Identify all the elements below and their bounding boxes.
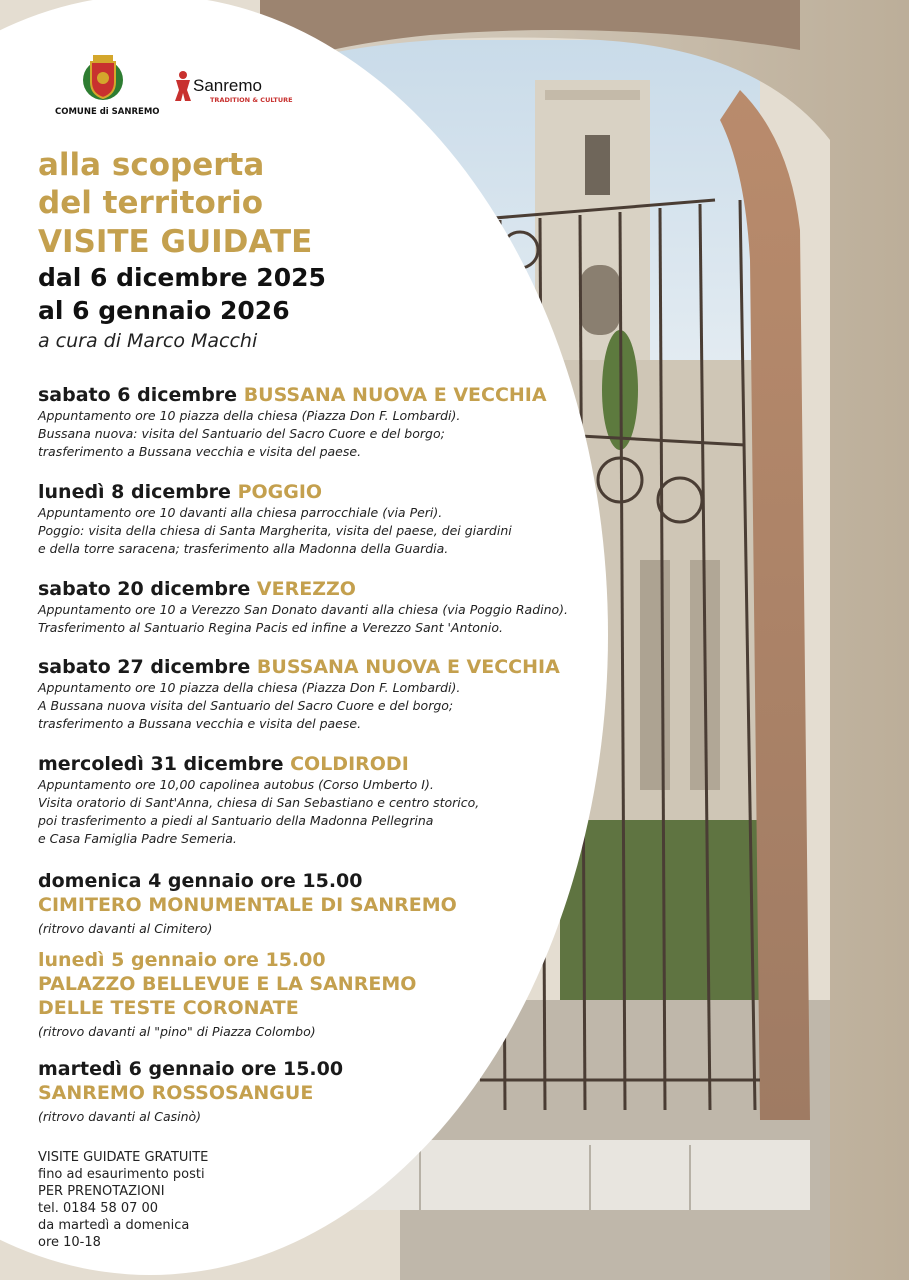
event-7 <box>38 948 416 1041</box>
event-date: sabato 27 dicembre <box>38 656 251 678</box>
sanremo-figure-icon <box>173 70 193 102</box>
footer-line: PER PRENOTAZIONI <box>38 1184 165 1199</box>
event-place: DELLE TESTE CORONATE <box>38 997 299 1019</box>
event-desc-line: e della torre saracena; trasferimento alla Madonna della Guardia. <box>38 541 449 556</box>
sanremo-logo <box>173 70 293 110</box>
event-8 <box>38 1057 343 1126</box>
event-place: POGGIO <box>237 481 323 503</box>
event-date: lunedì 5 gennaio ore 15.00 <box>38 949 326 971</box>
event-desc-line: trasferimento a Bussana vecchia e visita del paese. <box>38 716 362 731</box>
event-place: BUSSANA NUOVA E VECCHIA <box>243 384 547 406</box>
sanremo-tagline: TRADITION & CULTURE <box>210 96 293 104</box>
footer-line: ore 10-18 <box>38 1235 101 1250</box>
date-line2: al 6 gennaio 2026 <box>38 296 290 325</box>
event-note: (ritrovo davanti al "pino" di Piazza Colombo) <box>38 1024 316 1039</box>
event-date: sabato 20 dicembre <box>38 578 251 600</box>
footer-phone: tel. 0184 58 07 00 <box>38 1201 159 1216</box>
event-place: VEREZZO <box>256 578 356 600</box>
header-line2: del territorio <box>38 185 264 221</box>
event-desc-line: Appuntamento ore 10 a Verezzo San Donato davanti alla chiesa (via Poggio Radino). <box>38 602 569 617</box>
event-6 <box>38 869 457 938</box>
event-date: domenica 4 gennaio ore 15.00 <box>38 870 363 892</box>
comune-crest-icon <box>79 52 127 102</box>
event-note: (ritrovo davanti al Cimitero) <box>38 921 213 936</box>
curator: a cura di Marco Macchi <box>38 330 258 352</box>
footer-info <box>38 1149 208 1251</box>
sanremo-brand: Sanremo <box>193 76 262 95</box>
comune-logo <box>55 52 160 120</box>
event-date: lunedì 8 dicembre <box>38 481 231 503</box>
header-line3: VISITE GUIDATE <box>38 224 313 260</box>
event-3 <box>38 577 568 637</box>
event-desc-line: Appuntamento ore 10 davanti alla chiesa parrocchiale (via Peri). <box>38 505 443 520</box>
event-2 <box>38 480 512 558</box>
event-desc-line: Bussana nuova: visita del Santuario del Sacro Cuore e del borgo; <box>38 426 445 441</box>
event-desc-line: e Casa Famiglia Padre Semeria. <box>38 831 237 846</box>
event-place: PALAZZO BELLEVUE E LA SANREMO <box>38 973 417 995</box>
event-date: martedì 6 gennaio ore 15.00 <box>38 1058 344 1080</box>
event-place: SANREMO ROSSOSANGUE <box>38 1082 314 1104</box>
event-place: CIMITERO MONUMENTALE DI SANREMO <box>38 894 457 916</box>
event-place: COLDIRODI <box>290 753 409 775</box>
event-desc-line: A Bussana nuova visita del Santuario del Sacro Cuore e del borgo; <box>38 698 454 713</box>
date-line1: dal 6 dicembre 2025 <box>38 263 326 292</box>
event-desc-line: poi trasferimento a piedi al Santuario della Madonna Pellegrina <box>38 813 434 828</box>
event-desc-line: trasferimento a Bussana vecchia e visita del paese. <box>38 444 362 459</box>
event-desc-line: Appuntamento ore 10,00 capolinea autobus (Corso Umberto I). <box>38 777 434 792</box>
footer-line: da martedì a domenica <box>38 1218 190 1233</box>
event-date: mercoledì 31 dicembre <box>38 753 284 775</box>
event-5 <box>38 752 479 848</box>
footer-line: fino ad esaurimento posti <box>38 1167 205 1182</box>
event-desc-line: Appuntamento ore 10 piazza della chiesa (Piazza Don F. Lombardi). <box>38 680 461 695</box>
event-desc-line: Poggio: visita della chiesa di Santa Margherita, visita del paese, dei giardini <box>38 523 512 538</box>
event-desc-line: Trasferimento al Santuario Regina Pacis ed infine a Verezzo Sant 'Antonio. <box>38 620 503 635</box>
event-1 <box>38 383 547 461</box>
header-line1: alla scoperta <box>38 147 265 183</box>
footer-line: VISITE GUIDATE GRATUITE <box>38 1150 209 1165</box>
event-4 <box>38 655 560 733</box>
event-date: sabato 6 dicembre <box>38 384 238 406</box>
event-desc-line: Visita oratorio di Sant'Anna, chiesa di San Sebastiano e centro storico, <box>38 795 480 810</box>
event-note: (ritrovo davanti al Casinò) <box>38 1109 202 1124</box>
comune-label: COMUNE di SANREMO <box>55 107 160 117</box>
event-desc-line: Appuntamento ore 10 piazza della chiesa (Piazza Don F. Lombardi). <box>38 408 461 423</box>
event-place: BUSSANA NUOVA E VECCHIA <box>256 656 560 678</box>
